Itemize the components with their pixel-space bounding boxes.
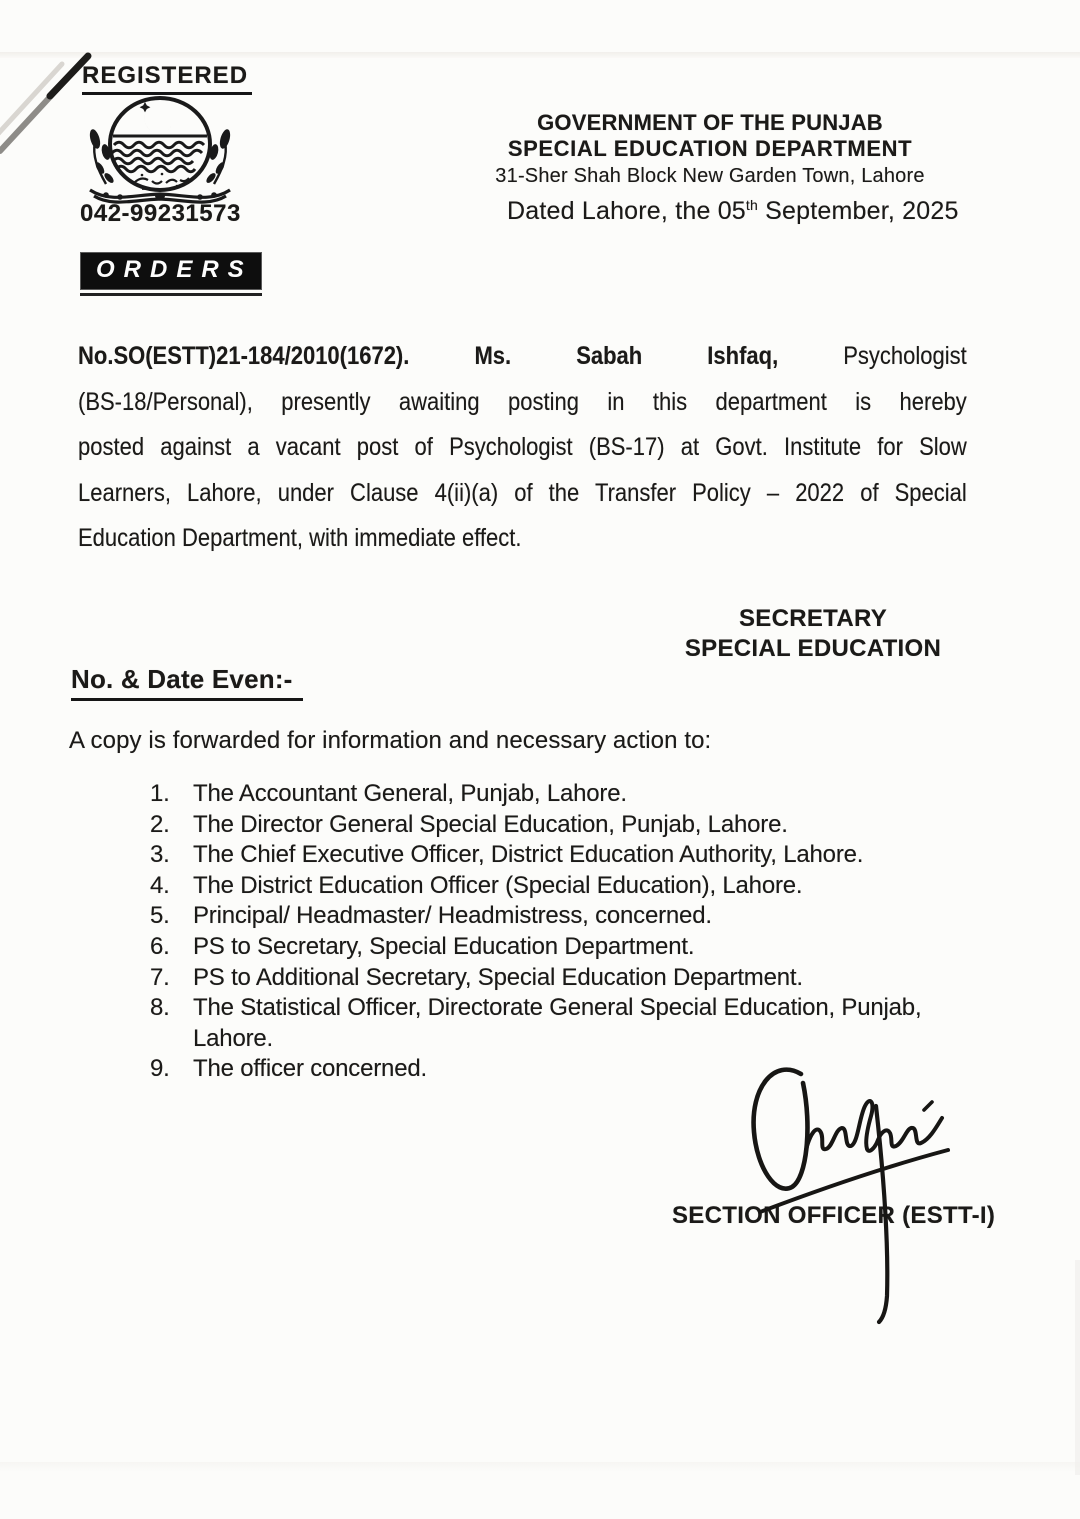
order-body (78, 334, 967, 562)
copy-forwarded-line: A copy is forwarded for information and necessary action to: (69, 727, 712, 754)
authority-department: SPECIAL EDUCATION (684, 634, 942, 662)
section-officer-title: SECTION OFFICER (ESTT-I) (672, 1202, 996, 1229)
list-item: The Director General Special Education, Punjab, Lahore. (193, 810, 788, 838)
government-title: GOVERNMENT OF THE PUNJAB (537, 110, 883, 135)
order-line-5: Education Department, with immediate effect. (78, 524, 522, 552)
list-item: The District Education Officer (Special Education), Lahore. (193, 871, 803, 899)
officer-name: Sabah (576, 342, 643, 370)
order-line-2: (BS-18/Personal), presently awaiting posting in this department is hereby (78, 387, 967, 416)
date-prefix: Dated Lahore, the 05 (507, 197, 746, 225)
list-item: PS to Secretary, Special Education Department. (193, 932, 695, 960)
letterhead (478, 110, 942, 189)
department-address: 31-Sher Shah Block New Garden Town, Lahore (495, 165, 925, 187)
scan-edge-top (0, 52, 1080, 58)
list-item: The Accountant General, Punjab, Lahore. (193, 780, 627, 807)
signing-authority (668, 604, 958, 663)
order-line-4: Learners, Lahore, under Clause 4(ii)(a) of the Transfer Policy – 2022 of Special (78, 478, 967, 507)
order-line-1: No.SO(ESTT)21-184/2010(1672). Ms. Sabah Ishfaq, Psychologist (78, 334, 967, 380)
list-item: PS to Additional Secretary, Special Education Department. (193, 963, 803, 991)
date-suffix: September, 2025 (757, 197, 959, 225)
list-item: The officer concerned. (193, 1055, 427, 1083)
order-line-3: posted against a vacant post of Psychologist (BS-17) at Govt. Institute for Slow (78, 433, 967, 461)
order-reference-number: No.SO(ESTT)21-184/2010(1672). (78, 342, 410, 370)
list-item: Principal/ Headmaster/ Headmistress, concerned. (193, 902, 712, 930)
orders-heading: ORDERS (80, 252, 262, 290)
list-item: The Statistical Officer, Directorate General Special Education, Punjab, Lahore. (193, 994, 922, 1052)
handwritten-signature (728, 1056, 963, 1331)
scan-edge-bottom (0, 1462, 1080, 1472)
date-ordinal: th (745, 197, 758, 213)
department-title: SPECIAL EDUCATION DEPARTMENT (507, 136, 913, 161)
no-and-date-label: No. & Date Even:- (71, 664, 303, 701)
date-line (507, 197, 959, 226)
orders-heading-underline (80, 252, 262, 296)
distribution-list (150, 779, 950, 1085)
phone-number: 042-99231573 (80, 200, 241, 227)
scan-edge-right (1075, 1260, 1080, 1475)
registered-stamp: REGISTERED (82, 62, 252, 95)
list-item: The Chief Executive Officer, District Education Authority, Lahore. (193, 841, 864, 869)
authority-title: SECRETARY (738, 605, 888, 632)
punjab-government-emblem-icon (82, 94, 238, 212)
